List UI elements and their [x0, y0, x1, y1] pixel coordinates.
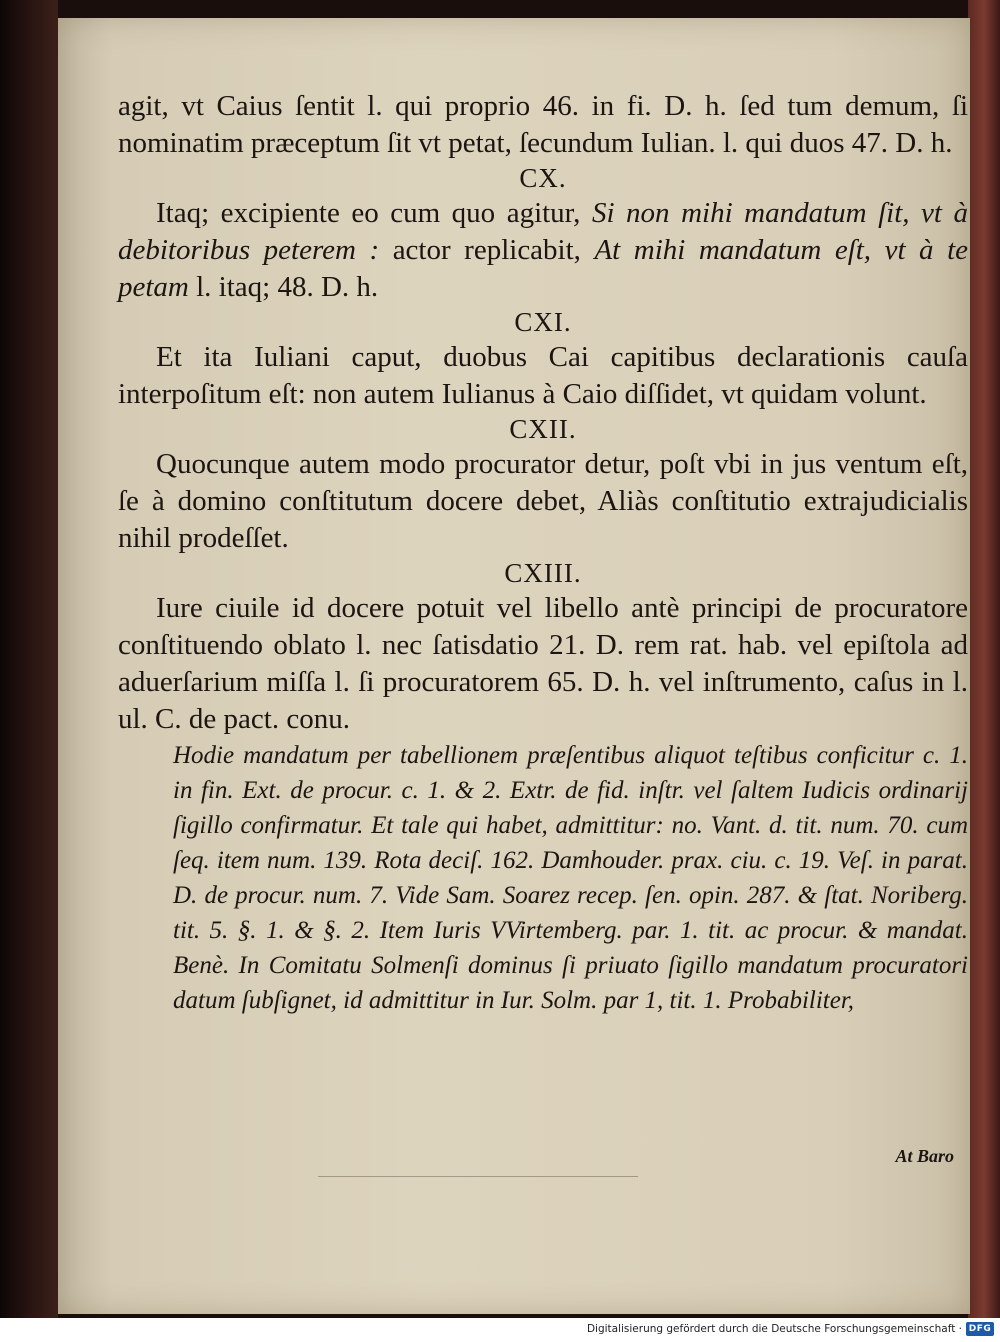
footer-bar [0, 1318, 1000, 1342]
annotation-note: Hodie mandatum per tabellionem præſentibus aliquot teſtibus conficitur c. 1. in fin. Ext. de procur. c. 1. & 2. Extr. de fid. inſtr. vel ſaltem Iudicis ordinarij ſigillo confirmatur. Et tale qui habet, admittitur: no. Vant. d. tit. num. 70. cum ſeq. item num. 139. Rota deciſ. 162. Damhouder. prax. ciu. c. 19. Veſ. in parat. D. de procur. num. 7. Vide Sam. Soarez recep. ſen. opin. 287. & ſtat. Noriberg. tit. 5. §. 1. & §. 2. Item Iuris VVirtemberg. par. 1. tit. ac procur. & mandat. Benè. In Comitatu Solmenſi dominus ſi priuato ſigillo mandatum procuratori datum ſubſignet, id admittitur in Iur. Solm. par 1, tit. 1. Probabiliter, [173, 742, 968, 1014]
catchword: At Baro [895, 1146, 954, 1166]
section-numeral-cxiii: CXIII. [504, 558, 582, 588]
paragraph-2-quote-a: Si non mihi mandatum ſit, vt à debitoribus peterem : [118, 197, 968, 266]
book-binding-right [968, 0, 1000, 1318]
footer-credit: Digitalisierung gefördert durch die Deutsche Forschungsgemeinschaft · [586, 1323, 962, 1335]
section-numeral-cx: CX. [519, 163, 567, 193]
section-numeral-cxii: CXII. [509, 414, 577, 444]
paragraph-4: Quocunque autem modo procurator detur, poſt vbi in jus ventum eſt, ſe à domino conſtitutum docere debet, Aliàs conſtitutio extrajudicialis nihil prodeſſet. [118, 448, 968, 554]
paragraph-2-text-b: actor replicabit, [392, 234, 581, 266]
paragraph-5: Iure ciuile id docere potuit vel libello antè principi de procuratore conſtituendo oblato l. nec ſatisdatio 21. D. rem rat. hab. vel epiſtola ad aduerſarium miſſa l. ſi procuratorem 65. D. h. vel inſtrumento, caſus in l. ul. C. de pact. conu. [118, 592, 968, 735]
book-binding-left [0, 0, 58, 1318]
book-page [58, 18, 970, 1314]
bottom-rule [318, 1176, 638, 1177]
paragraph-2-text-a: Itaq; excipiente eo cum quo agitur, [156, 197, 581, 229]
paragraph-2 [118, 195, 968, 306]
paragraph-1: agit, vt Caius ſentit l. qui proprio 46. in fi. D. h. ſed tum demum, ſi nominatim præceptum ſit vt petat, ſecundum Iulian. l. qui duos 47. D. h. [118, 90, 968, 159]
page-text [118, 88, 968, 1018]
dfg-logo-icon: DFG [966, 1322, 994, 1336]
paragraph-2-quote-b: At mihi mandatum eſt, vt à te petam [118, 234, 968, 303]
paragraph-2-citation: l. itaq; 48. D. h. [196, 271, 379, 303]
paragraph-3: Et ita Iuliani caput, duobus Cai capitibus declarationis cauſa interpoſitum eſt: non autem Iulianus à Caio diſſidet, vt quidam volunt. [118, 341, 968, 410]
section-numeral-cxi: CXI. [514, 307, 572, 337]
